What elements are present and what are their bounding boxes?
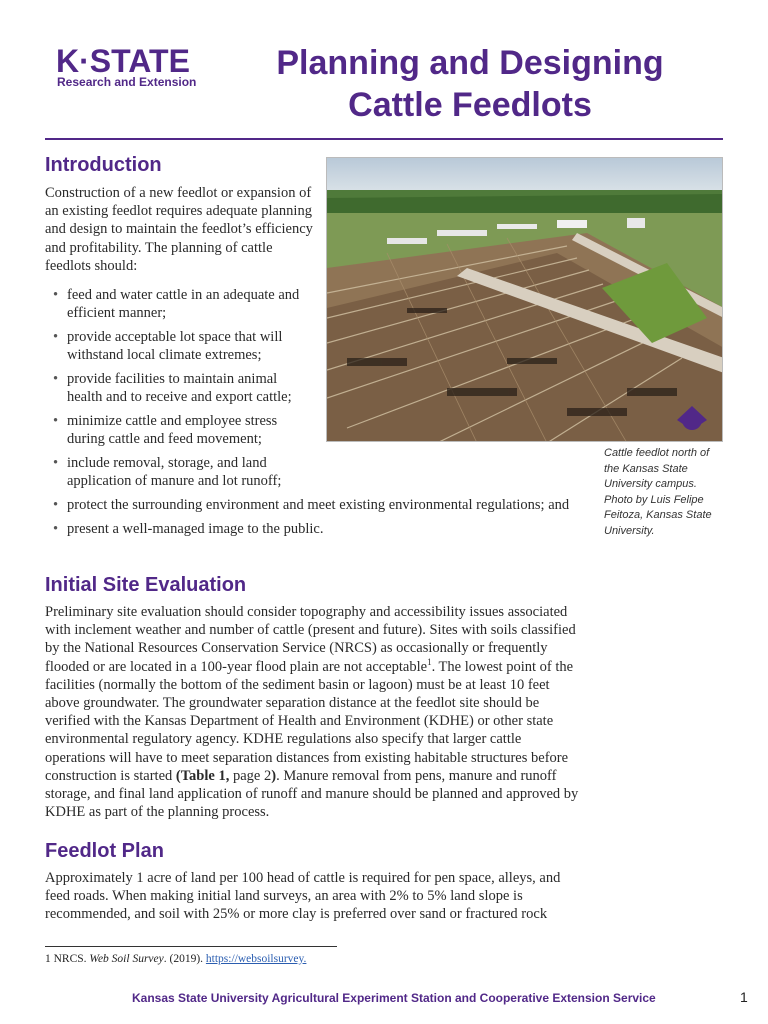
- page-footer: Kansas State University Agricultural Experiment Station and Cooperative Extension Service: [132, 991, 656, 1005]
- page-reference: page 2: [229, 767, 272, 784]
- introduction-heading: Introduction: [45, 154, 162, 176]
- introduction-bullets-wide: [45, 496, 575, 543]
- page-header: [45, 40, 723, 140]
- footnote-year: . (2019).: [163, 953, 206, 965]
- introduction-bullets: [45, 286, 313, 496]
- introduction-paragraph: Construction of a new feedlot or expansion of an existing feedlot requires adequate planning and design to maintain the feedlot’s efficiency and profitability. The planning of cattle feedlots should:: [45, 185, 313, 274]
- list-item: • protect the surrounding environment and meet existing environmental regulations; and: [45, 496, 575, 514]
- kstate-logo-subtitle: Research and Extension: [57, 75, 197, 89]
- site-evaluation-paragraph: [45, 603, 581, 821]
- feedlot-plan-heading: Feedlot Plan: [45, 840, 164, 862]
- footnote-link[interactable]: https://websoilsurvey.: [205, 953, 307, 965]
- list-item: • feed and water cattle in an adequate and efficient manner;: [45, 286, 313, 322]
- feedlot-aerial-photo: [326, 157, 723, 442]
- feedlot-aerial-illustration: [327, 158, 723, 442]
- site-evaluation-text-a: Preliminary site evaluation should consider topography and accessibility issues associated with inclement weather and number of cattle (present and future). Sites with soils classified by the National Resources Conservation Service (NRCS) as occasionally or frequently flooded or are located in a 100-year flood plain are not acceptable: [45, 604, 576, 675]
- table-reference[interactable]: (Table 1,: [175, 767, 230, 784]
- footnote-reference[interactable]: 1: [427, 656, 432, 667]
- site-evaluation-heading: Initial Site Evaluation: [45, 574, 247, 596]
- footnote-divider: [45, 946, 337, 947]
- list-item: • provide facilities to maintain animal health and to receive and export cattle;: [45, 370, 313, 406]
- photo-caption: Cattle feedlot north of the Kansas State University campus. Photo by Luis Felipe Feitoza, Kansas State University.: [604, 447, 712, 537]
- list-item: • provide acceptable lot space that will withstand local climate extremes;: [45, 328, 313, 364]
- title-line-2: Cattle Feedlots: [348, 86, 592, 124]
- table-reference-close: ): [271, 767, 277, 784]
- footnote-source: Web Soil Survey: [89, 953, 164, 965]
- list-item: • include removal, storage, and land application of manure and lot runoff;: [45, 454, 313, 490]
- feedlot-plan-paragraph: Approximately 1 acre of land per 100 head of cattle is required for pen space, alleys, and feed roads. When making initial land surveys, an area with 2% to 5% land slope is recommended, and soil with 25% or more clay is preferred over sand or fractured rock: [45, 870, 561, 923]
- kstate-logo: K·STATE: [56, 43, 190, 79]
- page-number: 1: [740, 989, 748, 1005]
- list-item: • minimize cattle and employee stress during cattle and feed movement;: [45, 412, 313, 448]
- site-evaluation-text-c: . Manure removal from pens, manure and runoff storage, and final land application of runoff and manure should be planned and approved by KDHE as part of the planning process.: [45, 767, 579, 821]
- list-item: • present a well-managed image to the public.: [45, 520, 575, 538]
- document-title: [235, 42, 705, 126]
- footnote: [45, 953, 306, 965]
- header-divider: [45, 138, 723, 140]
- site-evaluation-text-b: . The lowest point of the facilities (normally the bottom of the sediment basin or lagoon) must be at least 10 feet above groundwater. The groundwater separation distance at the feedlot site should be verified with the Kansas Department of Health and Environment (KDHE) or other state environmental regulatory agency. KDHE regulations also specify that larger cattle operations will have to meet separation distances from existing habitable structures before construction is started: [45, 658, 574, 784]
- title-line-1: Planning and Designing: [276, 44, 664, 82]
- footnote-number: 1 NRCS.: [45, 953, 90, 965]
